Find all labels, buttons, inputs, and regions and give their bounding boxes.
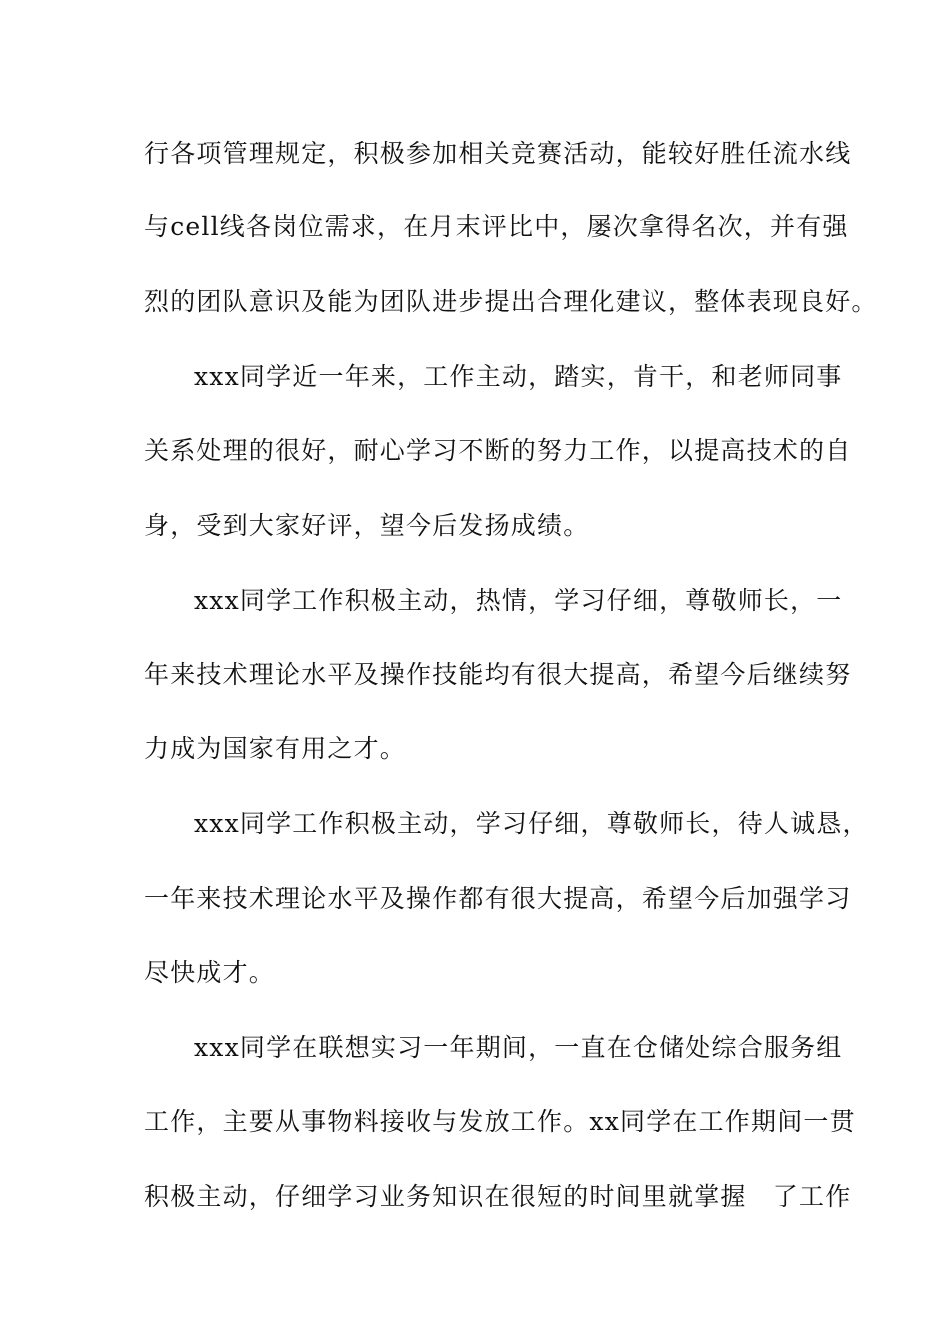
text-line: 积极主动，仔细学习业务知识在很短的时间里就掌握 了工作 xyxy=(144,1182,852,1211)
paragraph-start-line: xxx同学在联想实习一年期间，一直在仓储处综合服务组 xyxy=(194,1033,843,1062)
text-line: 工作，主要从事物料接收与发放工作。xx同学在工作期间一贯 xyxy=(144,1107,856,1136)
paragraph-start-line: xxx同学工作积极主动，学习仔细，尊敬师长，待人诚恳， xyxy=(194,809,869,838)
paragraph-start-line: xxx同学近一年来，工作主动，踏实，肯干，和老师同事 xyxy=(194,362,843,391)
text-line: 行各项管理规定，积极参加相关竞赛活动，能较好胜任流水线 xyxy=(144,139,852,168)
text-line: 一年来技术理论水平及操作都有很大提高，希望今后加强学习 xyxy=(144,884,852,913)
text-line: 烈的团队意识及能为团队进步提出合理化建议，整体表现良好。 xyxy=(144,287,878,316)
text-line: 与cell线各岗位需求，在月末评比中，屡次拿得名次，并有强 xyxy=(144,212,849,241)
text-line: 身，受到大家好评，望今后发扬成绩。 xyxy=(144,511,590,540)
text-line: 力成为国家有用之才。 xyxy=(144,734,407,763)
paragraph-start-line: xxx同学工作积极主动，热情，学习仔细，尊敬师长，一 xyxy=(194,586,843,615)
text-line: 尽快成才。 xyxy=(144,958,276,987)
text-line: 年来技术理论水平及操作技能均有很大提高，希望今后继续努 xyxy=(144,660,852,689)
text-line: 关系处理的很好，耐心学习不断的努力工作，以提高技术的自 xyxy=(144,436,852,465)
